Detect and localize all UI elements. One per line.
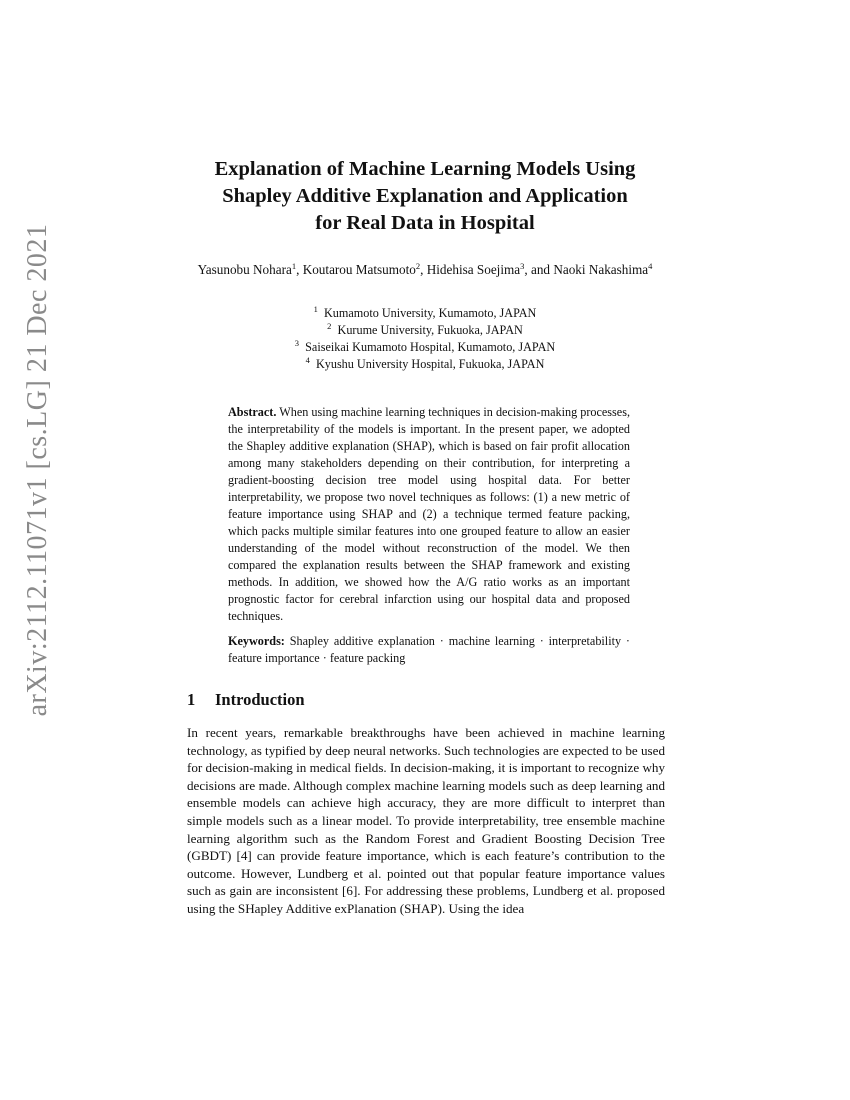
- affiliation-item: [150, 305, 700, 322]
- title-line: Explanation of Machine Learning Models Using: [214, 158, 636, 180]
- affiliation-item: [150, 322, 700, 339]
- paper-title: [150, 156, 700, 237]
- author-affiliation-mark: 2: [415, 261, 421, 271]
- affiliation-mark: 4: [305, 355, 310, 365]
- abstract: [228, 404, 630, 625]
- author-affiliation-mark: 4: [648, 261, 653, 271]
- affiliation-mark: 3: [294, 338, 300, 348]
- affiliation-mark: 1: [313, 304, 318, 314]
- affiliation-item: [150, 339, 700, 356]
- affiliation-item: [150, 356, 700, 373]
- title-line: Shapley Additive Explanation and Application: [222, 185, 628, 207]
- affiliation-mark: 2: [327, 321, 332, 331]
- abstract-label: Abstract.: [228, 405, 277, 419]
- affiliation-list: [150, 305, 700, 373]
- keywords-text: Shapley additive explanation · machine learning · interpretability · feature importance · feature packing: [228, 634, 630, 665]
- affiliation-text: Saiseikai Kumamoto Hospital, Kumamoto, JAPAN: [305, 340, 556, 354]
- affiliation-text: Kyushu University Hospital, Fukuoka, JAPAN: [315, 357, 545, 371]
- author-name: Yasunobu Nohara: [197, 262, 292, 277]
- introduction-paragraph: In recent years, remarkable breakthroughs have been achieved in machine learning technology, as typified by deep neural networks. Such technologies are expected to be used for decision-making in medical fields. In decision-making, it is important to recognize why decisions are made. Although complex machine learning models such as deep learning and ensemble models can achieve high accuracy, they are more difficult to interpret than simple models such as a linear model. To provide interpretability, tree ensemble machine learning algorithm such as the Random Forest and Gradient Boosting Decision Tree (GBDT) [4] can provide feature importance, which is each feature’s contribution to the outcome. However, Lundberg et al. pointed out that popular feature importance values such as gain are inconsistent [6]. For addressing these problems, Lundberg et al. proposed using the SHapley Additive exPlanation (SHAP). Using the idea: [187, 725, 666, 916]
- author-separator: ,: [296, 262, 303, 277]
- section-number: 1: [187, 690, 196, 709]
- author-name: Naoki Nakashima: [553, 262, 649, 277]
- keywords: [228, 633, 630, 667]
- arxiv-identifier-text: arXiv:2112.11071v1 [cs.LG] 21 Dec 2021: [22, 223, 53, 717]
- author-separator: , and: [524, 262, 554, 277]
- author-name: Koutarou Matsumoto: [302, 262, 416, 277]
- affiliation-text: Kurume University, Fukuoka, JAPAN: [337, 323, 523, 337]
- author-list: [150, 261, 700, 279]
- section-title: Introduction: [215, 690, 305, 709]
- affiliation-text: Kumamoto University, Kumamoto, JAPAN: [323, 306, 537, 320]
- author-name: Hidehisa Soejima: [426, 262, 521, 277]
- author-affiliation-mark: 1: [291, 261, 297, 271]
- abstract-text: When using machine learning techniques in decision-making processes, the interpretability of the models is important. In the present paper, we adopted the Shapley additive explanation (SHAP), which is based on fair profit allocation among many stakeholders depending on their contribution, for interpreting a gradient-boosting decision tree model using hospital data. For better interpretability, we propose two novel techniques as follows: (1) a new metric of feature importance using SHAP and (2) a technique termed feature packing, which packs multiple similar features into one grouped feature to allow an easier understanding of the model without reconstruction of the model. We then compared the explanation results between the SHAP framework and existing methods. In addition, we showed how the A/G ratio works as an important prognostic factor for cerebral infarction using our hospital data and proposed techniques.: [228, 405, 630, 623]
- title-line: for Real Data in Hospital: [315, 212, 535, 234]
- keywords-label: Keywords:: [228, 634, 285, 648]
- section-heading: [187, 689, 305, 711]
- author-affiliation-mark: 3: [520, 261, 525, 271]
- author-separator: ,: [420, 262, 427, 277]
